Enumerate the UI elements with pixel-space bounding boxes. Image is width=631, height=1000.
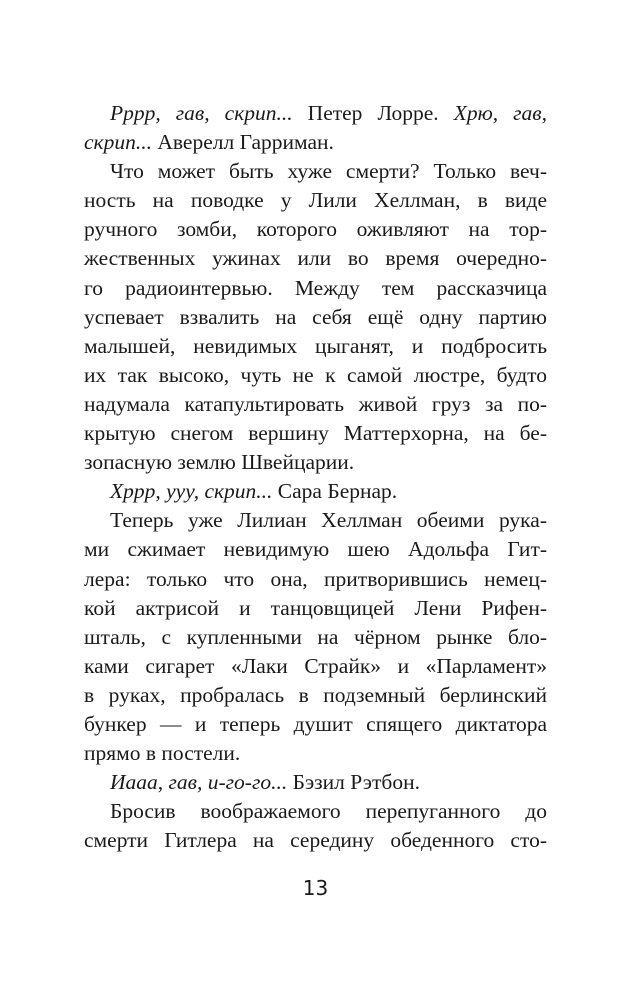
text-run: Петер Лорре. xyxy=(292,101,454,125)
paragraph xyxy=(84,506,547,768)
text-run: в руках, пробралась в подземный берлинский xyxy=(84,682,547,707)
text-line xyxy=(84,535,547,564)
text-run: смерти Гитлера на середину обеденного сто- xyxy=(84,828,547,853)
paragraph xyxy=(84,797,547,855)
text-line xyxy=(84,186,547,215)
text-line xyxy=(84,128,547,157)
text-line xyxy=(84,157,547,186)
text-line xyxy=(84,623,547,652)
text-run: Теперь уже Лилиан Хеллман обеими рука- xyxy=(110,508,547,533)
italic-text: скрип... xyxy=(84,130,152,155)
text-line xyxy=(84,594,547,623)
text-line xyxy=(84,797,547,826)
text-line xyxy=(84,826,547,855)
paragraph xyxy=(84,157,547,477)
italic-text: Иааа, гав, и-го-го... xyxy=(110,770,288,795)
text-run: успевает взвалить на себя ещё одну партию xyxy=(84,304,547,329)
text-run: шталь, с купленными на чёрном рынке бло- xyxy=(84,624,547,649)
text-run: Бэзил Рэтбон. xyxy=(287,770,420,795)
text-line xyxy=(84,681,547,710)
text-run: ность на поводке у Лили Хеллман, в виде xyxy=(84,188,547,213)
text-line xyxy=(84,332,547,361)
text-line xyxy=(84,739,547,768)
paragraph xyxy=(84,768,547,797)
body-text xyxy=(84,99,547,855)
text-line xyxy=(84,477,547,506)
italic-text: Хррр, ууу, скрип... xyxy=(110,479,273,504)
text-line xyxy=(84,303,547,332)
text-run: Что может быть хуже смерти? Только веч- xyxy=(110,159,547,184)
text-run: их так высоко, чуть не к самой люстре, будто xyxy=(84,362,547,387)
text-line xyxy=(84,274,547,303)
text-run: ручного зомби, которого оживляют на тор- xyxy=(84,217,547,242)
text-run: крытую снегом вершину Маттерхорна, на бе- xyxy=(84,421,547,446)
text-run: прямо в постели. xyxy=(84,741,241,766)
text-line xyxy=(84,215,547,244)
text-line xyxy=(84,710,547,739)
text-run: Сара Бернар. xyxy=(272,479,398,504)
text-line xyxy=(84,652,547,681)
text-run: Аверелл Гарриман. xyxy=(151,130,334,155)
text-run: зопасную землю Швейцарии. xyxy=(84,450,355,475)
text-line xyxy=(84,361,547,390)
text-line xyxy=(84,419,547,448)
text-line xyxy=(84,244,547,273)
text-run: жественных ужинах или во время очередно- xyxy=(84,246,547,271)
italic-text: Хрю, гав, xyxy=(453,101,547,125)
text-run: надумала катапультировать живой груз за по- xyxy=(84,391,547,416)
text-run: ками сигарет «Лаки Страйк» и «Парламент» xyxy=(84,653,547,678)
italic-text: Рррр, гав, скрип... xyxy=(110,101,293,125)
text-run: Бросив воображаемого перепуганного до xyxy=(110,799,547,824)
text-line xyxy=(84,565,547,594)
paragraph xyxy=(84,477,547,506)
text-run: лера: только что она, притворившись немец- xyxy=(84,566,547,591)
text-line xyxy=(84,506,547,535)
page-number: 13 xyxy=(302,876,329,900)
text-line xyxy=(84,99,547,128)
text-run: кой актрисой и танцовщицей Лени Рифен- xyxy=(84,595,547,620)
text-run: малышей, невидимых цыганят, и подбросить xyxy=(84,333,547,358)
text-line xyxy=(84,448,547,477)
text-run: бункер — и теперь душит спящего диктатора xyxy=(84,711,547,736)
text-run: ми сжимает невидимую шею Адольфа Гит- xyxy=(84,537,547,562)
text-line xyxy=(84,390,547,419)
text-line xyxy=(84,768,547,797)
paragraph xyxy=(84,99,547,157)
text-run: го радиоинтервью. Между тем рассказчица xyxy=(84,275,547,300)
